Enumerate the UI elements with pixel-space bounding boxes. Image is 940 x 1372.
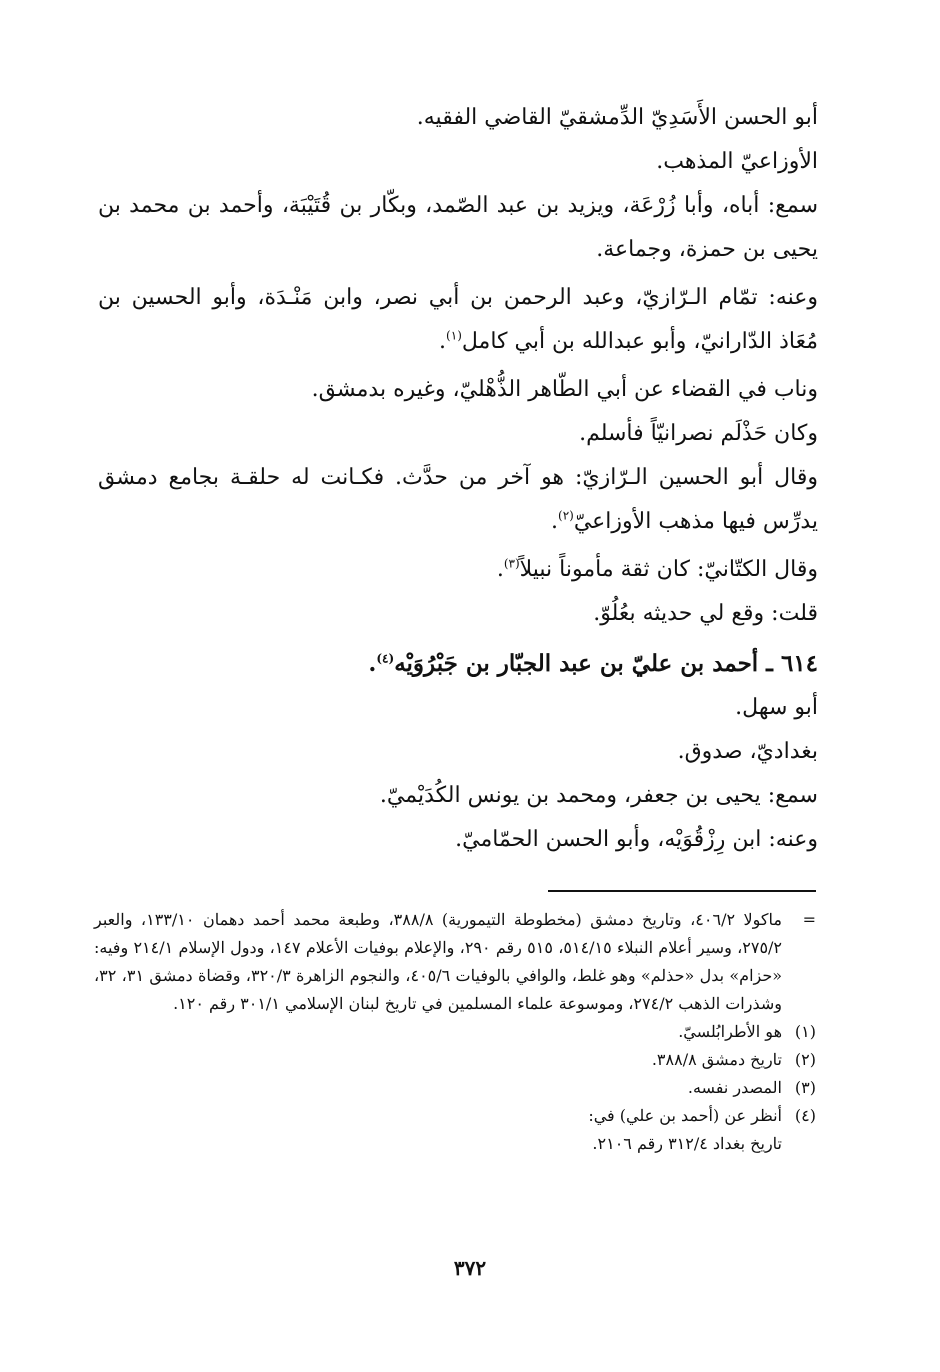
entry-heading-text: ٦١٤ ـ أحمد بن عليّ بن عبد الجبّار بن جَبْرُوَيْه bbox=[394, 650, 818, 677]
footnote-item bbox=[94, 1018, 816, 1046]
entry-heading bbox=[98, 642, 818, 686]
footnote-text: تاريخ دمشق ٣٨٨/٨. bbox=[651, 1050, 782, 1069]
text-line-end: . bbox=[496, 557, 504, 582]
footnote-mark: = bbox=[802, 910, 816, 929]
main-text bbox=[98, 96, 818, 862]
footnote-mark: (٣) bbox=[794, 1078, 816, 1097]
text-line: وكان حَذْلَم نصرانيّاً فأسلم. bbox=[579, 421, 818, 446]
text-line: قلت: وقع لي حديثه بعُلُوّ. bbox=[593, 601, 818, 626]
footnote-ref: (٢) bbox=[558, 508, 574, 523]
footnote-text: هو الأطرابُلسيّ. bbox=[678, 1022, 782, 1041]
text-line bbox=[98, 276, 818, 364]
footnote-text: أنظر عن (أحمد بن علي) في: bbox=[588, 1106, 782, 1125]
text-line-end: . bbox=[439, 329, 447, 354]
footnote-continuation bbox=[94, 906, 816, 1018]
text-line: الأوزاعيّ المذهب. bbox=[656, 149, 818, 174]
page-number: ٣٧٢ bbox=[453, 1256, 487, 1280]
text-line: سمع: أباه، وأبا زُرْعَة، ويزيد بن عبد الصّمد، وبكّار بن قُتَيْبَة، وأحمد بن محمد بن يحيى بن حمزة، وجماعة. bbox=[98, 193, 818, 262]
footnote-ref: (١) bbox=[446, 328, 462, 343]
text-line-body: وقال الكتّانيّ: كان ثقة مأموناً نبيلاً bbox=[519, 557, 818, 582]
footnote-text: تاريخ بغداد ٣١٢/٤ رقم ٢١٠٦. bbox=[592, 1134, 782, 1153]
text-line bbox=[98, 456, 818, 544]
text-line: سمع: يحيى بن جعفر، ومحمد بن يونس الكُدَيْميّ. bbox=[379, 783, 818, 808]
footnote-item bbox=[94, 1046, 816, 1074]
text-line: وعنه: ابن رِزْقُوَيْه، وأبو الحسن الحمّاميّ. bbox=[455, 827, 818, 852]
footnote-text: المصدر نفسه. bbox=[687, 1078, 782, 1097]
footnote-mark: (٤) bbox=[794, 1106, 816, 1125]
text-line: أبو سهل. bbox=[735, 695, 818, 720]
footnote-item bbox=[94, 1102, 816, 1130]
footnote-ref: (٤) bbox=[376, 651, 395, 666]
text-line-body: وقال أبو الحسين الـرّازيّ: هو آخر من حدَّث. فكـانت له حلقـة بجامع دمشق يدرِّس فيها مذهب الأوزاعيّ bbox=[98, 465, 818, 534]
footnote-divider bbox=[548, 890, 816, 892]
footnote-item-continued bbox=[94, 1130, 816, 1158]
text-line: أبو الحسن الأَسَدِيّ الدِّمشقيّ القاضي الفقيه. bbox=[416, 105, 818, 130]
footnote-mark: (١) bbox=[794, 1022, 816, 1041]
footnotes bbox=[94, 906, 816, 1158]
text-line: وناب في القضاء عن أبي الطّاهر الذُّهْليّ، وغيره بدمشق. bbox=[311, 377, 818, 402]
text-line bbox=[98, 548, 818, 592]
footnote-text: ماكولا ٤٠٦/٢، وتاريخ دمشق (مخطوطة التيمورية) ٣٨٨/٨، وطبعة محمد أحمد دهمان ١٣٣/١٠، والعبر ٢٧٥/٢، وسير أعلام النبلاء ٥١٤/١٥، ٥١٥ رقم ٢٩٠، والإعلام بوفيات الأعلام ١٤٧، ودول الإسلام ٢١٤/١ وفيه: «حزام» بدل «حذلم» وهو غلط، والوافي بالوفيات ٤٠٥/٦، والنجوم الزاهرة ٣٢٠/٣، وقضاة دمشق ٣١، ٣٢، وشذرات الذهب ٢٧٤/٢، وموسوعة علماء المسلمين في تاريخ لبنان الإسلامي ٣٠١/١ رقم ١٢٠. bbox=[94, 910, 783, 1013]
text-line-end: . bbox=[551, 509, 559, 534]
footnote-mark: (٢) bbox=[794, 1050, 816, 1069]
entry-heading-end: . bbox=[368, 650, 377, 677]
footnote-item bbox=[94, 1074, 816, 1102]
footnote-ref: (٣) bbox=[503, 556, 520, 571]
text-line-body: وعنه: تمّام الـرّازيّ، وعبد الرحمن بن أبي نصر، وابن مَنْـدَة، وأبو الحسين بن مُعَاذ الدّارانيّ، وأبو عبدالله بن أبي كامل bbox=[98, 285, 818, 354]
text-line: بغداديّ، صدوق. bbox=[677, 739, 818, 764]
